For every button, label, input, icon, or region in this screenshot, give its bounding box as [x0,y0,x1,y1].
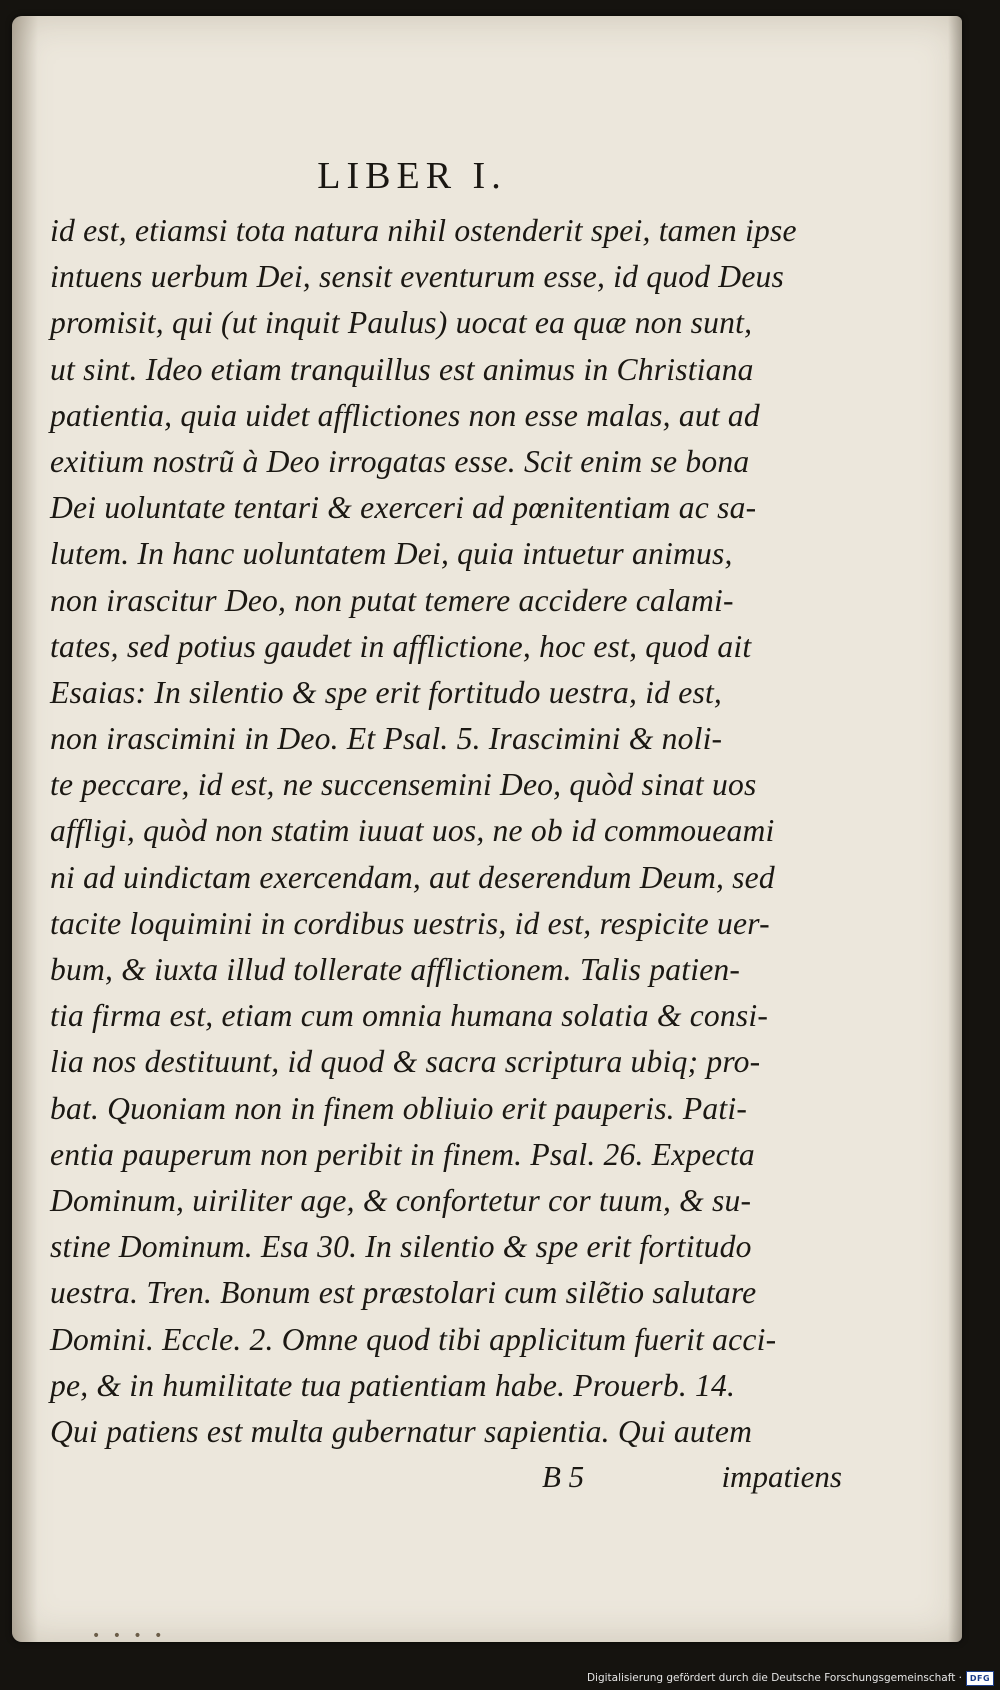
digitization-credit [587,1669,994,1687]
page-bottom-edge-marks: • • • • [92,1628,167,1642]
dfg-logo-icon: DFG [966,1671,994,1686]
text-line: bum, & iuxta illud tollerate afflictionem. Talis patien- [50,952,741,987]
catchword: impatiens [721,1459,842,1494]
text-line: Domini. Eccle. 2. Omne quod tibi applicitum fuerit acci- [50,1321,777,1357]
text-line: non irascimini in Deo. Et Psal. 5. Irascimini & noli- [50,721,723,757]
text-line: Dei uoluntate tentari & exerceri ad pœnitentiam ac sa- [50,490,757,526]
page-edge-shadow [948,16,962,1642]
main-text-block [50,208,850,1455]
signature-line [542,1459,842,1499]
running-head: LIBER I. [317,155,507,197]
text-line: bat. Quoniam non in finem obliuio erit pauperis. Pati- [50,1090,748,1126]
signature-mark: B 5 [542,1459,585,1494]
text-line: ni ad uindictam exercendam, aut deserendum Deum, sed [50,859,775,895]
text-line: ut sint. Ideo etiam tranquillus est animus in Christiana [50,351,754,387]
text-line: non irascitur Deo, non putat temere accidere calami- [50,582,734,618]
text-line: Qui patiens est multa gubernatur sapientia. Qui autem [50,1413,753,1449]
text-line: tacite loquimini in cordibus uestris, id est, respicite uer- [50,905,770,941]
text-line: promisit, qui (ut inquit Paulus) uocat ea quæ non sunt, [50,305,753,341]
text-line: lutem. In hanc uoluntatem Dei, quia intuetur animus, [50,536,733,572]
text-line: patientia, quia uidet afflictiones non esse malas, aut ad [50,397,760,433]
text-line: te peccare, id est, ne succensemini Deo, quòd sinat uos [50,767,757,803]
text-line: id est, etiamsi tota natura nihil ostenderit spei, tamen ipse [50,213,797,248]
text-line: tates, sed potius gaudet in afflictione, hoc est, quod ait [50,628,752,664]
text-line: intuens uerbum Dei, sensit eventurum esse, id quod Deus [50,259,785,295]
text-line: exitium nostrũ à Deo irrogatas esse. Scit enim se bona [50,443,750,479]
text-line: entia pauperum non peribit in finem. Psal. 26. Expecta [50,1136,755,1172]
text-line: Esaias: In silentio & spe erit fortitudo uestra, id est, [50,674,723,710]
text-line: tia firma est, etiam cum omnia humana solatia & consi- [50,998,769,1034]
text-line: stine Dominum. Esa 30. In silentio & spe erit fortitudo [50,1229,752,1265]
credit-text: Digitalisierung gefördert durch die Deutsche Forschungsgemeinschaft · [586,1672,962,1684]
text-line: pe, & in humilitate tua patientiam habe. Prouerb. 14. [50,1367,736,1403]
text-line: Dominum, uiriliter age, & confortetur cor tuum, & su- [50,1182,752,1218]
text-line: affligi, quòd non statim iuuat uos, ne ob id commoueami [50,813,775,849]
book-page [12,16,962,1642]
text-line: lia nos destituunt, id quod & sacra scriptura ubiq; pro- [50,1044,761,1080]
text-line: uestra. Tren. Bonum est præstolari cum silẽtio salutare [50,1275,757,1311]
